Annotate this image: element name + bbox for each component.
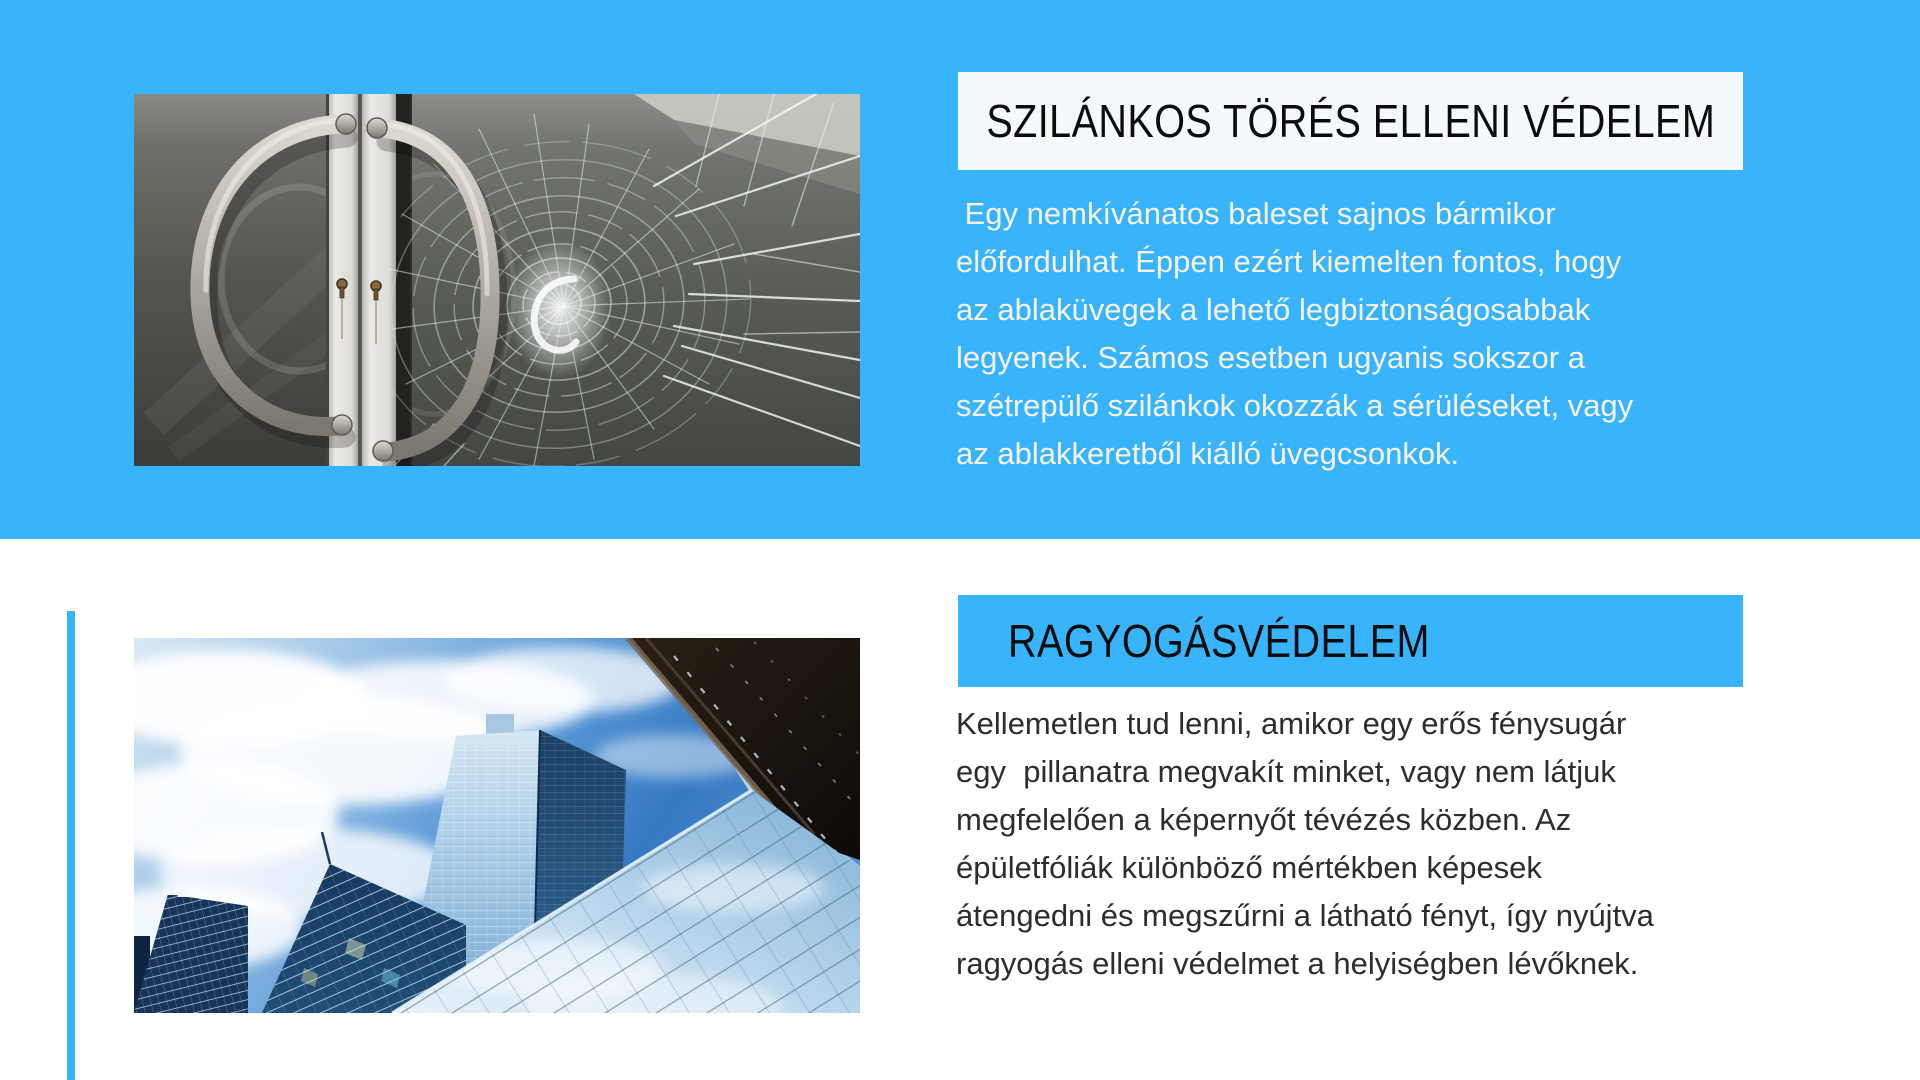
shatter-section-paragraph: [956, 190, 1766, 478]
blue-accent-line: [67, 611, 75, 1080]
body-line: egy pillanatra megvakít minket, vagy nem látjuk: [956, 754, 1616, 789]
body-line: Kellemetlen tud lenni, amikor egy erős fénysugár: [956, 706, 1627, 741]
broken-glass-illustration: [134, 94, 860, 466]
skyscrapers-photo: [134, 638, 860, 1013]
skyscrapers-illustration: [134, 638, 860, 1013]
body-line: előfordulhat. Éppen ezért kiemelten fontos, hogy: [956, 244, 1622, 279]
broken-glass-door-photo: [134, 94, 860, 466]
body-line: épületfóliák különböző mértékben képesek: [956, 850, 1542, 885]
body-line: átengedni és megszűrni a látható fényt, így nyújtva: [956, 898, 1654, 933]
glare-section-title: RAGYOGÁSVÉDELEM: [1008, 615, 1430, 667]
shatter-section-title: SZILÁNKOS TÖRÉS ELLENI VÉDELEM: [986, 95, 1715, 147]
body-line: az ablaküvegek a lehető legbiztonságosabbak: [956, 292, 1591, 327]
body-line: az ablakkeretből kiálló üvegcsonkok.: [956, 436, 1460, 471]
glare-section-paragraph: [956, 700, 1776, 988]
body-line: megfelelően a képernyőt tévézés közben. Az: [956, 802, 1572, 837]
body-line: legyenek. Számos esetben ugyanis sokszor a: [956, 340, 1585, 375]
body-line: szétrepülő szilánkok okozzák a sérüléseket, vagy: [956, 388, 1634, 423]
glare-section-title-bar: [958, 595, 1743, 687]
body-line: ragyogás elleni védelmet a helyiségben lévőknek.: [956, 946, 1639, 981]
shatter-section-title-box: [958, 72, 1743, 170]
body-line: Egy nemkívánatos baleset sajnos bármikor: [956, 196, 1556, 231]
